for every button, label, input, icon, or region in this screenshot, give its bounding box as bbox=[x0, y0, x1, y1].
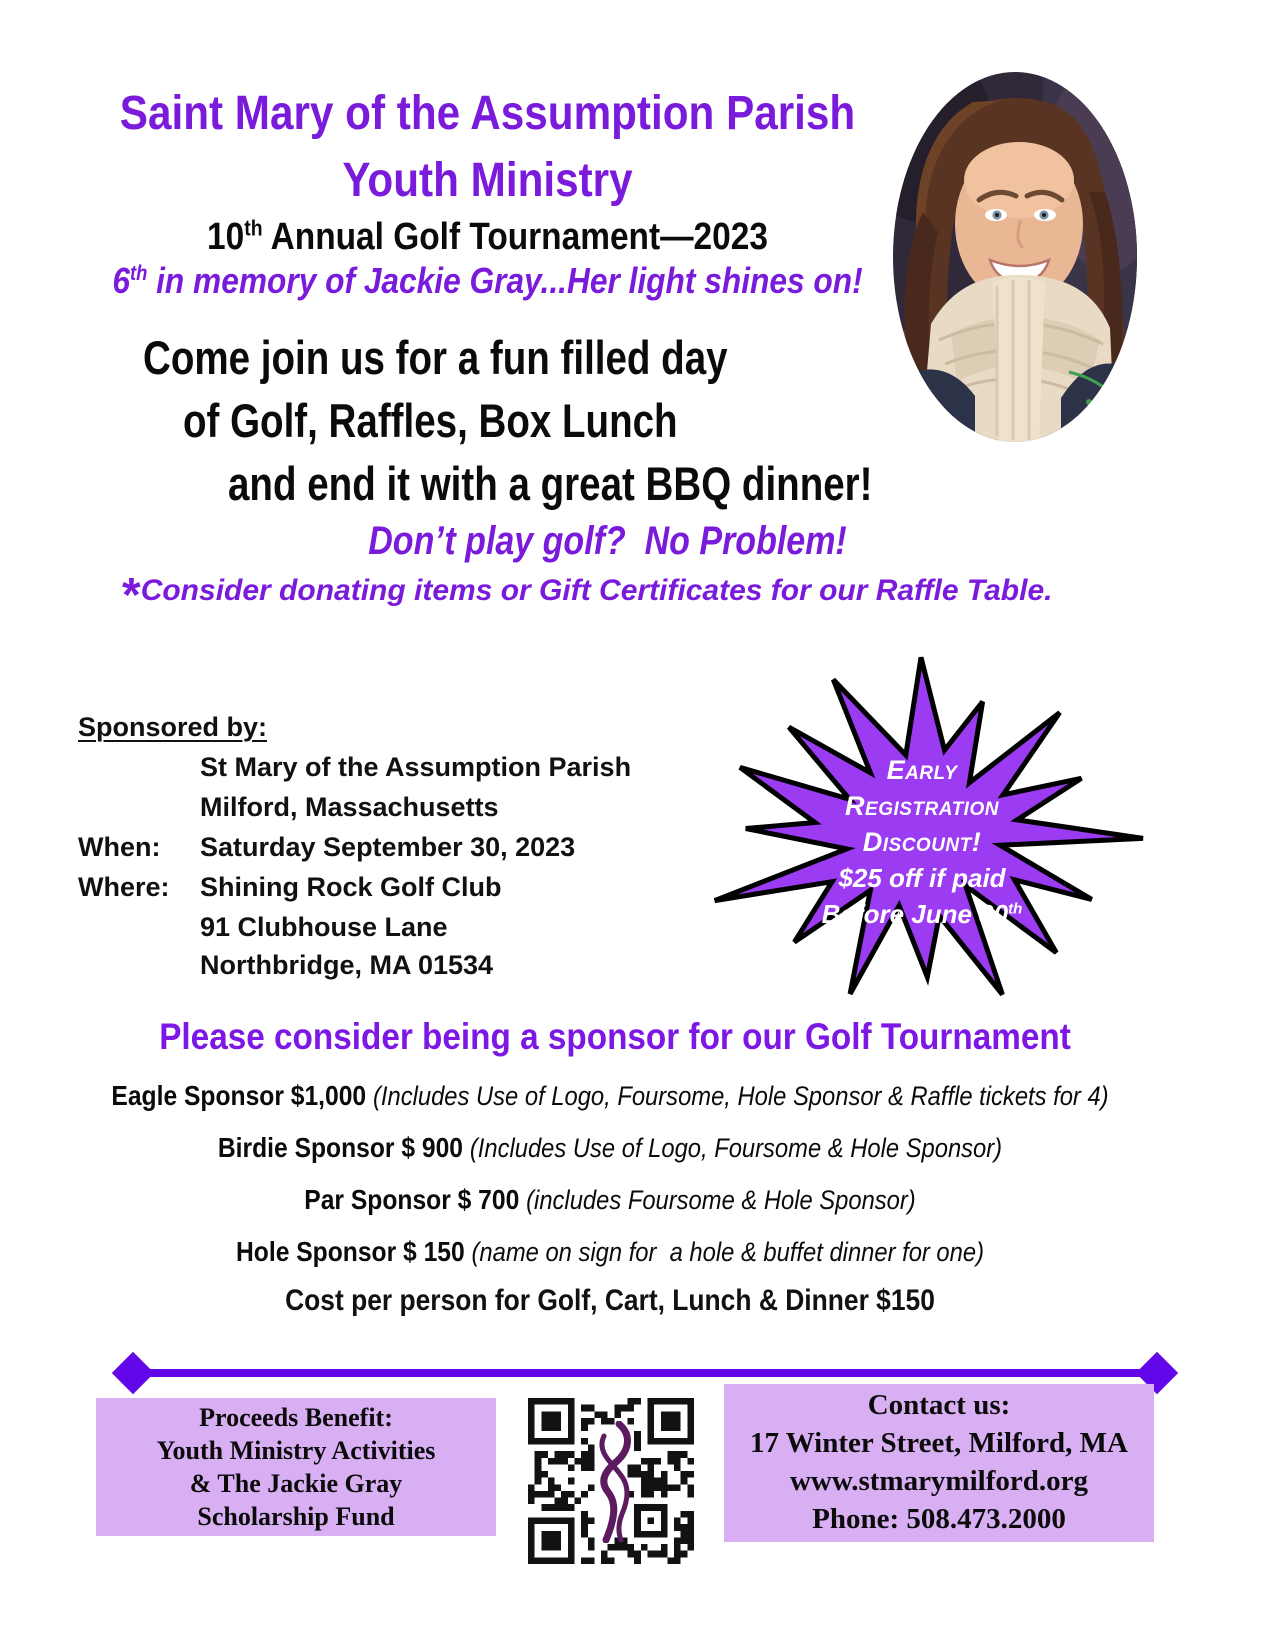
portrait-illustration bbox=[893, 72, 1137, 442]
annual-rest: Annual Golf Tournament—2023 bbox=[262, 216, 768, 258]
where-label: Where: bbox=[78, 872, 170, 902]
contact-line-1: Contact us: bbox=[867, 1389, 1011, 1421]
invite-line-3: and end it with a great BBQ dinner! bbox=[228, 457, 873, 510]
sponsor-city: Milford, Massachusetts bbox=[200, 792, 499, 822]
discount-line-5: Before June 30th bbox=[821, 899, 1023, 929]
contact-line-2: 17 Winter Street, Milford, MA bbox=[749, 1427, 1128, 1459]
contact-phone: Phone: 508.473.2000 bbox=[812, 1503, 1066, 1535]
tagline: Don’t play golf? No Problem! bbox=[368, 519, 847, 563]
divider-bar bbox=[133, 1369, 1157, 1377]
memorial-ordinal: th bbox=[129, 262, 148, 285]
when-label: When: bbox=[78, 832, 161, 862]
raffle-note bbox=[122, 569, 1053, 629]
discount-line-3: Discount! bbox=[862, 827, 982, 857]
proceeds-line-1: Proceeds Benefit: bbox=[199, 1403, 393, 1432]
annual-ordinal: th bbox=[244, 215, 263, 241]
memorial-line bbox=[59, 260, 917, 302]
par-sponsor-line: Par Sponsor $ 700 (includes Foursome & Hole Sponsor) bbox=[304, 1184, 916, 1215]
proceeds-line-4: Scholarship Fund bbox=[197, 1502, 395, 1531]
portrait-photo bbox=[893, 72, 1137, 442]
birdie-sponsor-line: Birdie Sponsor $ 900 (Includes Use of Logo, Foursome & Hole Sponsor) bbox=[217, 1132, 1003, 1163]
discount-line-4: $25 off if paid bbox=[838, 863, 1006, 893]
contact-website: www.stmarymilford.org bbox=[789, 1465, 1088, 1497]
proceeds-line-3: & The Jackie Gray bbox=[189, 1469, 403, 1498]
sponsorship-heading: Please consider being a sponsor for our Golf Tournament bbox=[159, 1016, 1071, 1057]
proceeds-line-2: Youth Ministry Activities bbox=[156, 1436, 436, 1465]
discount-line-2: Registration bbox=[845, 791, 999, 821]
annual-number: 10 bbox=[207, 216, 245, 258]
sponsor-name: St Mary of the Assumption Parish bbox=[200, 752, 632, 782]
where-value: Shining Rock Golf Club bbox=[200, 872, 502, 902]
when-value: Saturday September 30, 2023 bbox=[200, 832, 576, 862]
parish-title: Saint Mary of the Assumption Parish bbox=[119, 87, 856, 140]
memorial-rest: in memory of Jackie Gray...Her light shines on! bbox=[147, 260, 863, 301]
memorial-number: 6 bbox=[112, 260, 130, 301]
invite-line-2: of Golf, Raffles, Box Lunch bbox=[183, 394, 678, 447]
invite-line-1: Come join us for a fun filled day bbox=[143, 331, 728, 384]
raffle-note-text: Consider donating items or Gift Certificates for our Raffle Table. bbox=[140, 574, 1053, 607]
discount-line-1: Early bbox=[886, 755, 958, 785]
sponsored-by-label: Sponsored by: bbox=[78, 712, 268, 742]
youth-ministry-title: Youth Ministry bbox=[342, 154, 633, 207]
contact-box bbox=[724, 1384, 1154, 1542]
ribbon-icon bbox=[592, 1421, 634, 1543]
eagle-sponsor-line: Eagle Sponsor $1,000 (Includes Use of Logo, Foursome, Hole Sponsor & Raffle tickets for 4) bbox=[111, 1080, 1109, 1111]
cost-line: Cost per person for Golf, Cart, Lunch & Dinner $150 bbox=[285, 1284, 935, 1317]
early-discount-badge bbox=[772, 752, 1072, 932]
proceeds-box bbox=[96, 1398, 496, 1536]
where-address2: Northbridge, MA 01534 bbox=[200, 950, 494, 980]
asterisk: * bbox=[122, 569, 141, 622]
hole-sponsor-line: Hole Sponsor $ 150 (name on sign for a hole & buffet dinner for one) bbox=[236, 1236, 984, 1267]
where-address1: 91 Clubhouse Lane bbox=[200, 912, 448, 942]
tournament-subtitle bbox=[59, 216, 917, 259]
